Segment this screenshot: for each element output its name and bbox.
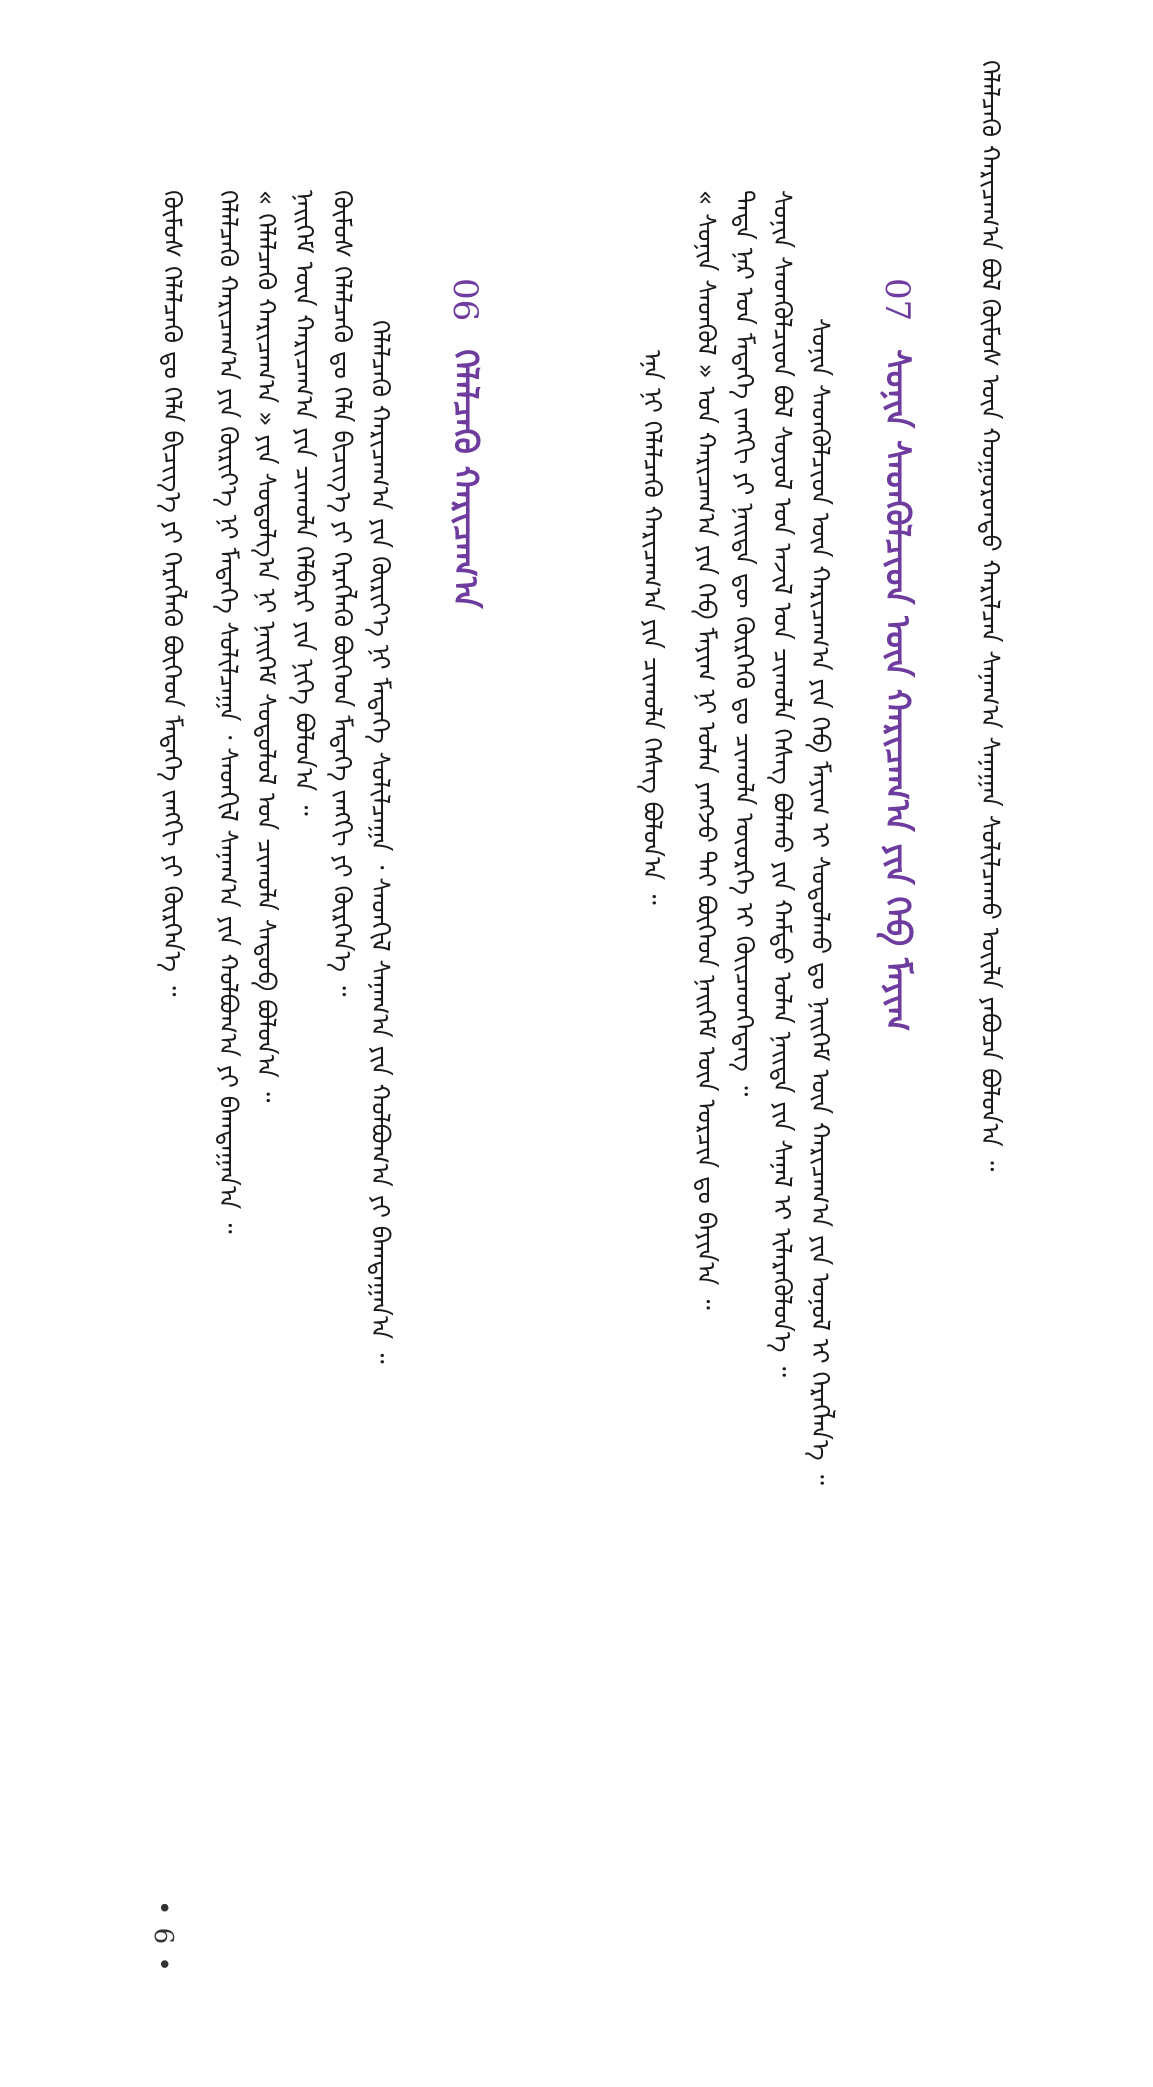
section-number: 06 <box>445 278 485 322</box>
body-line-1: ᠬᠡᠯᠡᠯᠴᠡᠬᠦ ᠬᠠᠷᠢᠴᠠᠭ᠎ᠠ ᠪᠣᠯ ᠬᠦᠮᠦᠰ ᠦᠨ ᠬᠣᠭᠣᠷᠣᠨᠳᠣ ᠬᠠᠷᠢᠯᠴᠠᠨ ᠰᠠᠨᠠᠭ᠎ᠠ ᠰᠠᠨᠠᠭᠠᠨ ᠰᠣᠯᠢᠯᠴᠠᠬᠤ ᠦᠢᠯᠡ ᠶᠠᠪᠤᠴᠠ ᠪᠣᠯᠣᠨ᠎ᠠ ᠃ <box>976 60 1005 1172</box>
body-line-12: ᠬᠦᠮᠦᠰ ᠬᠡᠯᠡᠯᠴᠡᠬᠦ ᠳᠤ ᠬᠡᠯᠡ ᠪᠢᠴᠢᠭ᠎ᠡ ᠶᠢ ᠬᠡᠷᠡᠭᠯᠡᠬᠦ ᠪᠥᠭᠡᠳ ᠮᠡᠳᠡᠭᠡ ᠵᠠᠩᠭᠢ ᠶᠢ ᠬᠦᠷᠭᠡᠨ᠎ᠡ ᠃ <box>158 190 187 997</box>
body-line-2: ᠰᠣᠨᠢᠨ ᠰᠡᠳᠬᠦᠯᠴᠢᠳ ᠦᠨ ᠬᠠᠷᠢᠴᠠᠭ᠎ᠠ ᠶᠢᠨ ᠬᠡᠪ ᠮᠠᠶᠢᠭ ᠢ ᠰᠤᠳᠤᠯᠬᠤ ᠳᠤ ᠨᠡᠢᠭᠡᠮ ᠦᠨ ᠬᠠᠷᠢᠴᠠᠭ᠎ᠠ ᠶᠢᠨ ᠣᠨᠣᠯ ᠢ ᠬᠡᠷᠡᠭᠯᠡᠨ᠎ᠡ ᠃ <box>806 318 835 1485</box>
section-heading-07 <box>877 278 917 1032</box>
body-line-5: « ᠰᠣᠨᠢᠨ ᠰᠡᠳᠬᠦᠯ » ᠤᠨ ᠬᠠᠷᠢᠴᠠᠭ᠎ᠠ ᠶᠢᠨ ᠬᠡᠪ ᠮᠠᠶᠢᠭ ᠨᠢ ᠣᠯᠠᠨ ᠶᠠᠩᠵᠤ ᠲᠠᠢ ᠪᠥᠭᠡᠳ ᠨᠡᠢᠭᠡᠮ ᠦᠨ ᠣᠷᠴᠢᠨ ᠳᠤ ᠪᠠᠶᠢᠨ᠎ᠠ ᠃ <box>692 190 721 1310</box>
body-line-10: « ᠬᠡᠯᠡᠯᠴᠡᠬᠦ ᠬᠠᠷᠢᠴᠠᠭ᠎ᠠ » ᠶᠢᠨ ᠰᠤᠳᠤᠯᠭ᠎ᠠ ᠨᠢ ᠨᠡᠢᠭᠡᠮ ᠰᠤᠳᠤᠯᠤᠯ ᠤᠨ ᠴᠢᠬᠤᠯᠠ ᠰᠡᠳᠦᠪ ᠪᠣᠯᠣᠨ᠎ᠠ ᠃ <box>252 190 281 1103</box>
section-number: 07 <box>877 278 917 322</box>
section-title: ᠬᠡᠯᠡᠯᠴᠡᠬᠦ ᠬᠠᠷᠢᠴᠠᠭ᠎ᠠ <box>445 349 485 609</box>
page-number: • 6 • <box>148 1900 178 1974</box>
section-title: ᠰᠣᠨᠢᠨ ᠰᠡᠳᠬᠦᠯᠴᠢᠳ ᠦᠨ ᠬᠠᠷᠢᠴᠠᠭ᠎ᠠ ᠶᠢᠨ ᠬᠡᠪ ᠮᠠᠶᠢᠭ <box>877 349 917 1032</box>
body-line-4: ᠲᠡᠳᠡ ᠨᠠᠷ ᠤᠨ ᠮᠡᠳᠡᠭᠡ ᠵᠠᠩᠭᠢ ᠶᠢ ᠨᠡᠢᠲᠡ ᠳᠦ ᠬᠦᠷᠭᠡᠬᠦ ᠳᠤ ᠴᠢᠬᠤᠯᠠ ᠦᠦᠷᠭᠡ ᠢ ᠭᠦᠢᠴᠡᠳᠭᠡᠳᠡᠭ ᠃ <box>730 190 759 1097</box>
body-line-7: ᠬᠡᠯᠡᠯᠴᠡᠬᠦ ᠬᠠᠷᠢᠴᠠᠭ᠎ᠠ ᠶᠢᠨ ᠬᠦᠷᠢᠶ᠎ᠡ ᠨᠢ ᠮᠡᠳᠡᠭᠡ ᠰᠣᠯᠢᠯᠴᠠᠭᠠ ᠂ ᠰᠡᠳᠬᠢᠯ ᠰᠠᠨᠠᠭ᠎ᠠ ᠶᠢᠨ ᠬᠣᠯᠪᠣᠭ᠎ᠠ ᠶᠢ ᠪᠠᠭᠲᠠᠭᠠᠨ᠎ᠠ ᠃ <box>366 320 395 1364</box>
body-line-8: ᠬᠦᠮᠦᠰ ᠬᠡᠯᠡᠯᠴᠡᠬᠦ ᠳᠤ ᠬᠡᠯᠡ ᠪᠢᠴᠢᠭ᠎ᠡ ᠶᠢ ᠬᠡᠷᠡᠭᠯᠡᠬᠦ ᠪᠥᠭᠡᠳ ᠮᠡᠳᠡᠭᠡ ᠵᠠᠩᠭᠢ ᠶᠢ ᠬᠦᠷᠭᠡᠨ᠎ᠡ ᠃ <box>328 190 357 997</box>
body-line-6: ᠡᠨᠡ ᠨᠢ ᠬᠡᠯᠡᠯᠴᠡᠬᠦ ᠬᠠᠷᠢᠴᠠᠭ᠎ᠠ ᠶᠢᠨ ᠴᠢᠬᠤᠯᠠ ᠬᠡᠰᠡᠭ ᠪᠣᠯᠣᠨ᠎ᠠ ᠃ <box>638 350 667 905</box>
body-line-11: ᠬᠡᠯᠡᠯᠴᠡᠬᠦ ᠬᠠᠷᠢᠴᠠᠭ᠎ᠠ ᠶᠢᠨ ᠬᠦᠷᠢᠶ᠎ᠡ ᠨᠢ ᠮᠡᠳᠡᠭᠡ ᠰᠣᠯᠢᠯᠴᠠᠭᠠ ᠂ ᠰᠡᠳᠬᠢᠯ ᠰᠠᠨᠠᠭ᠎ᠠ ᠶᠢᠨ ᠬᠣᠯᠪᠣᠭ᠎ᠠ ᠶᠢ ᠪᠠᠭᠲᠠᠭᠠᠨ᠎ᠠ ᠃ <box>214 190 243 1234</box>
body-line-9: ᠨᠡᠢᠭᠡᠮ ᠦᠨ ᠬᠠᠷᠢᠴᠠᠭ᠎ᠠ ᠶᠢᠨ ᠴᠢᠬᠤᠯᠠ ᠬᠡᠯᠪᠡᠷᠢ ᠶᠢᠨ ᠨᠢᠭᠡ ᠪᠣᠯᠣᠨ᠎ᠠ ᠃ <box>290 190 319 816</box>
section-heading-06 <box>445 278 485 609</box>
body-line-3: ᠰᠣᠨᠢᠨ ᠰᠡᠳᠬᠦᠯᠴᠢᠳ ᠪᠣᠯ ᠰᠣᠶᠣᠯ ᠤᠨ ᠠᠵᠢᠯ ᠤᠨ ᠴᠢᠬᠤᠯᠠ ᠬᠡᠰᠡᠭ ᠪᠣᠯᠬᠤ ᠶᠢᠨ ᠬᠠᠮᠲᠤ ᠣᠯᠠᠨ ᠨᠡᠢᠲᠡ ᠶᠢᠨ ᠰᠠᠨᠠᠯ ᠢ ᠢᠯᠡᠷᠡᠬᠦᠯᠦᠨ᠎ᠡ ᠃ <box>768 190 797 1377</box>
